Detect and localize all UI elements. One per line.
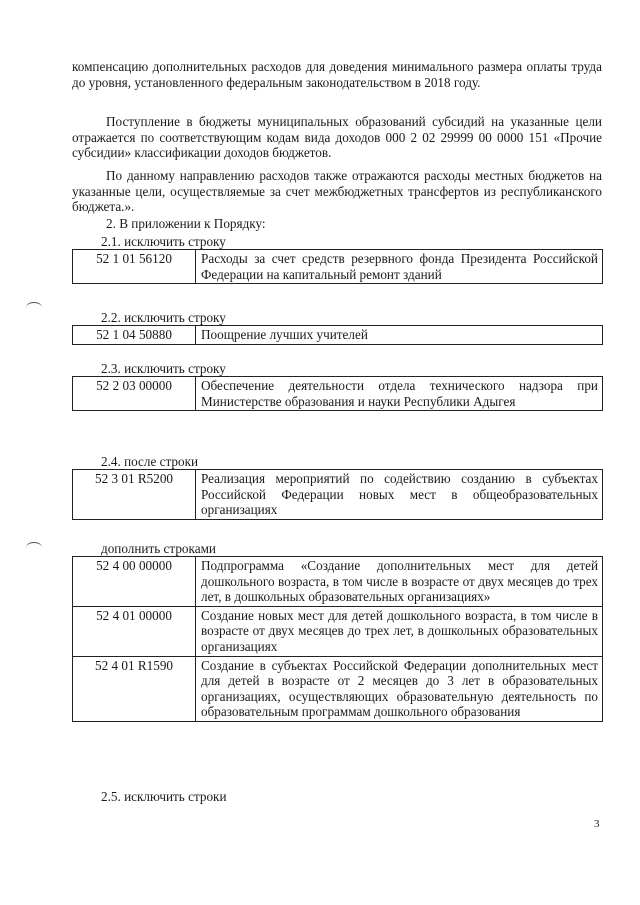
margin-mark [26,302,42,313]
section-2-4-add-label: дополнить строками [101,541,216,556]
budget-code: 52 4 01 R1590 [73,656,196,721]
budget-description: Расходы за счет средств резервного фонда Президента Российской Федерации на капитальный ремонт зданий [196,250,603,284]
budget-description: Подпрограмма «Создание дополнительных мест для детей дошкольного возраста, в том числе в возрасте от двух месяцев до трех лет, в дошкольных образовательных организациях» [196,557,603,607]
section-2-3-label: 2.3. исключить строку [101,361,226,376]
table-2-1 [72,249,603,284]
paragraph-subsidies-income: Поступление в бюджеты муниципальных образований субсидий на указанные цели отражается по соответствующим кодам вида доходов 000 2 02 29999 00 0000 151 «Прочие субсидии» классификации доходов бюджетов. [72,114,602,161]
table-row [73,377,603,411]
budget-code: 52 3 01 R5200 [73,470,196,520]
budget-code: 52 1 04 50880 [73,326,196,345]
table-row [73,557,603,607]
paragraph-local-budgets: По данному направлению расходов также отражаются расходы местных бюджетов на указанные цели, осуществляемые за счет межбюджетных трансфертов из республиканского бюджета.». [72,168,602,215]
budget-description: Реализация мероприятий по содействию созданию в субъектах Российской Федерации новых мест в общеобразовательных организациях [196,470,603,520]
budget-code: 52 4 00 00000 [73,557,196,607]
table-row [73,656,603,721]
budget-code: 52 1 01 56120 [73,250,196,284]
page-number: 3 [594,818,600,830]
budget-description: Обеспечение деятельности отдела технического надзора при Министерстве образования и науки Республики Адыгея [196,377,603,411]
budget-description: Создание в субъектах Российской Федерации дополнительных мест для детей в возрасте от 2 месяцев до 3 лет в образовательных организациях, осуществляющих образовательную деятельность по образовательным программам дошкольного образования [196,656,603,721]
section-2-5-label: 2.5. исключить строки [101,789,227,804]
table-row [73,326,603,345]
table-2-3 [72,376,603,411]
budget-code: 52 2 03 00000 [73,377,196,411]
table-row [73,606,603,656]
table-2-2 [72,325,603,345]
margin-mark [26,542,42,553]
section-2-1-label: 2.1. исключить строку [101,234,226,249]
paragraph-mrot: компенсацию дополнительных расходов для доведения минимального размера оплаты труда до уровня, установленного федеральным законодательством в 2018 году. [72,59,602,90]
section-2-4-label: 2.4. после строки [101,454,199,469]
table-2-4 [72,469,603,520]
table-row [73,470,603,520]
budget-description: Создание новых мест для детей дошкольного возраста, в том числе в возрасте от двух месяцев до трех лет, в дошкольных образовательных организациях [196,606,603,656]
paragraph-appendix: 2. В приложении к Порядку: [106,216,266,231]
budget-description: Поощрение лучших учителей [196,326,603,345]
table-row [73,250,603,284]
budget-code: 52 4 01 00000 [73,606,196,656]
section-2-2-label: 2.2. исключить строку [101,310,226,325]
table-2-4-add [72,556,603,722]
